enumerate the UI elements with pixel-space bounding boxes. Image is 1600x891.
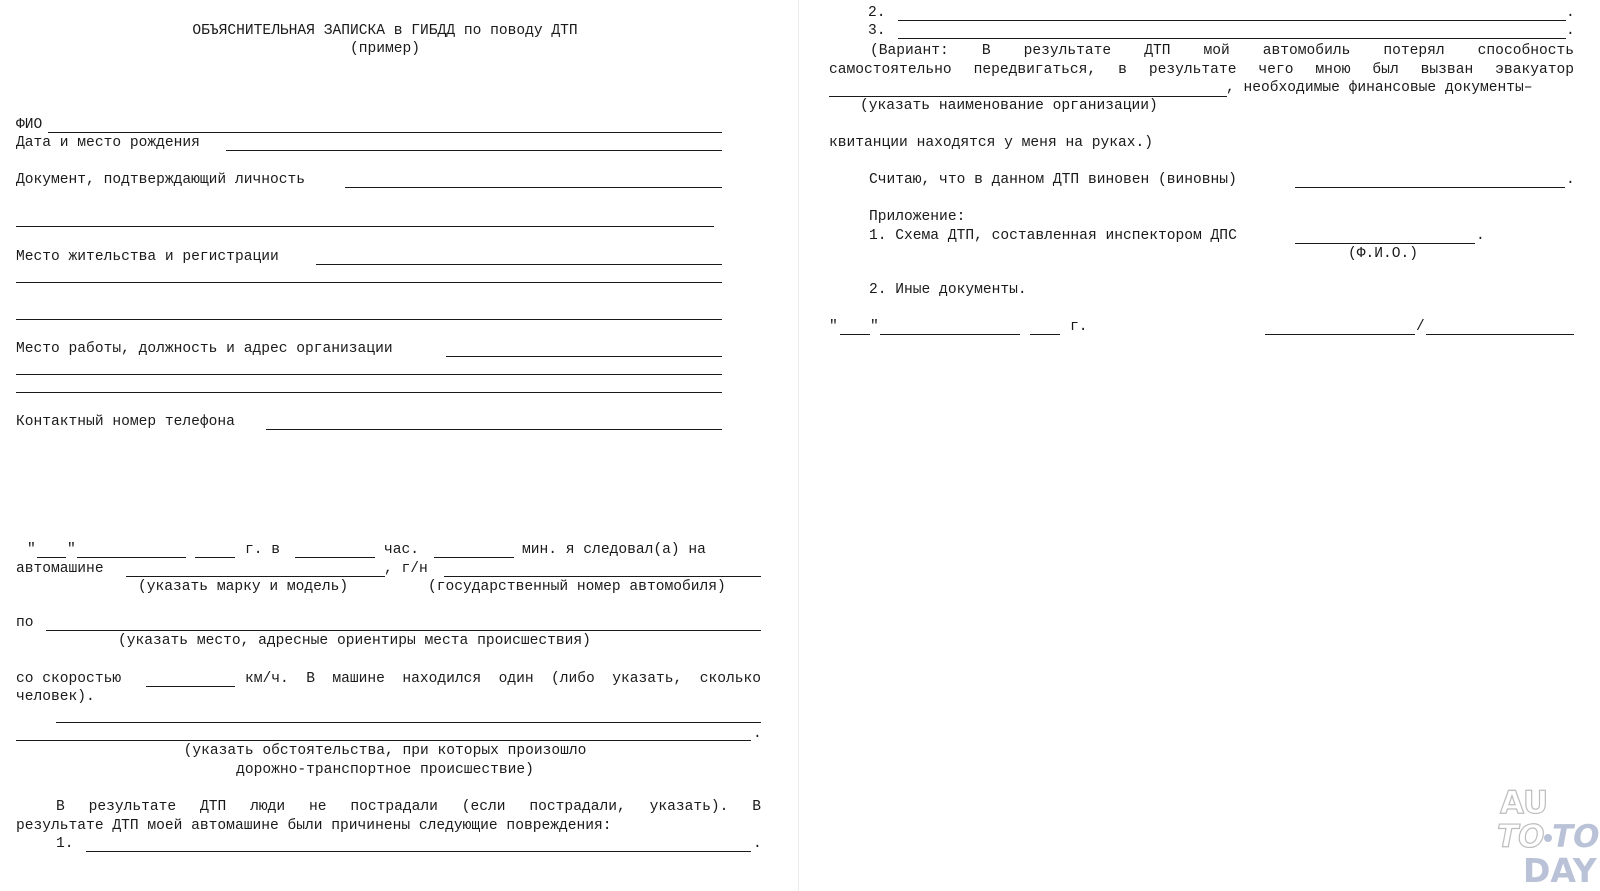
guilty-text: Считаю, что в данном ДТП виновен (виновны): [869, 172, 1237, 188]
month-blank: [77, 557, 186, 558]
appendix-item-1-period: .: [1476, 228, 1485, 244]
speed-blank: [146, 686, 235, 687]
date-quote-close: ": [67, 542, 76, 558]
watermark-day: DAY: [1523, 851, 1597, 890]
damage-item-1-number: 1.: [56, 836, 74, 852]
work-line-2: [16, 374, 722, 375]
damage-item-2-number: 2.: [868, 5, 886, 21]
car-blank: [126, 576, 385, 577]
circumstances-hint-2: дорожно-транспортное происшествие): [236, 762, 534, 778]
residence-line: [316, 264, 722, 265]
fio-hint: (Ф.И.О.): [1348, 246, 1419, 262]
day-blank: [37, 557, 66, 558]
damage-item-1-period: .: [753, 836, 762, 852]
work-line-3: [16, 392, 722, 393]
work-label: Место работы, должность и адрес организации: [16, 341, 393, 357]
document-line: [345, 187, 722, 188]
sign-quote-close: ": [870, 319, 879, 335]
appendix-item-1: 1. Схема ДТП, составленная инспектором ДПС: [869, 228, 1237, 244]
birth-line: [226, 150, 722, 151]
circumstances-hint-1: (указать обстоятельства, при которых произошло: [183, 743, 587, 759]
damage-item-3-period: .: [1566, 23, 1575, 39]
phone-line: [266, 429, 722, 430]
fio-line: [48, 132, 722, 133]
birth-label: Дата и место рождения: [16, 135, 200, 151]
hour-text: час.: [384, 542, 420, 558]
speed-text-2: км/ч. В машине находился один (либо указать, сколько: [245, 671, 761, 687]
watermark-dot: [1544, 834, 1552, 842]
sign-day-blank: [840, 334, 870, 335]
car-text: автомашине: [16, 561, 104, 577]
circumstances-period: .: [753, 726, 762, 742]
residence-label: Место жительства и регистрации: [16, 249, 279, 265]
plate-prefix: , г/н: [384, 561, 428, 577]
guilty-period: .: [1566, 172, 1575, 188]
document-title: ОБЪЯСНИТЕЛЬНАЯ ЗАПИСКА в ГИБДД по поводу ДТП: [192, 23, 578, 39]
variant-text-2: самостоятельно передвигаться, в результате чего мною был вызван эвакуатор: [829, 62, 1574, 78]
hour-blank: [295, 557, 375, 558]
work-line: [446, 356, 722, 357]
sign-year-blank: [1030, 334, 1060, 335]
residence-line-3: [16, 319, 722, 320]
damage-item-2-period: .: [1566, 5, 1575, 21]
phone-label: Контактный номер телефона: [16, 414, 235, 430]
damage-item-1-line: [86, 851, 751, 852]
plate-hint: (государственный номер автомобиля): [428, 579, 726, 595]
plate-blank: [444, 576, 761, 577]
watermark-to: TO: [1497, 819, 1545, 855]
result-text-2: результате ДТП моей автомашине были причинены следующие повреждения:: [16, 818, 612, 834]
org-hint: (указать наименование организации): [860, 98, 1158, 114]
variant-text-1: (Вариант: В результате ДТП мой автомобиль потерял способность: [870, 43, 1574, 59]
sign-year-text: г.: [1070, 319, 1088, 335]
signature-line: [1265, 334, 1415, 335]
variant-text-3: , необходимые финансовые документы–: [1226, 80, 1533, 96]
date-quote-open: ": [27, 542, 36, 558]
watermark-au: AU: [1500, 785, 1549, 821]
document-subtitle: (пример): [349, 41, 421, 57]
appendix-heading: Приложение:: [869, 209, 966, 225]
car-hint: (указать марку и модель): [138, 579, 349, 595]
document-label: Документ, подтверждающий личность: [16, 172, 306, 188]
appendix-item-2: 2. Иные документы.: [869, 282, 1027, 298]
place-hint: (указать место, адресные ориентиры места происшествия): [118, 633, 591, 649]
guilty-line: [1295, 187, 1565, 188]
damage-item-3-number: 3.: [868, 23, 886, 39]
receipts-text: квитанции находятся у меня на руках.): [829, 135, 1154, 151]
sign-month-blank: [880, 334, 1020, 335]
minute-blank: [434, 557, 514, 558]
by-text: по: [16, 615, 34, 631]
column-divider: [798, 0, 799, 891]
signature-name-line: [1426, 334, 1574, 335]
sign-quote-open: ": [829, 319, 838, 335]
year-blank: [195, 557, 235, 558]
people-text: человек).: [16, 689, 95, 705]
year-in-text: г. в: [245, 542, 281, 558]
place-blank: [46, 630, 761, 631]
speed-text-1: со скоростью: [16, 671, 122, 687]
damage-item-3-line: [898, 38, 1566, 39]
inspector-name-line: [1295, 243, 1475, 244]
watermark-to-2: TO: [1552, 819, 1600, 855]
signature-slash: /: [1416, 319, 1425, 335]
result-text-1: В результате ДТП люди не пострадали (если пострадали, указать). В: [56, 799, 761, 815]
fio-label: ФИО: [16, 117, 43, 133]
minutes-text: мин. я следовал(а) на: [522, 542, 706, 558]
residence-line-2: [16, 282, 722, 283]
damage-item-2-line: [898, 20, 1566, 21]
circumstances-line-1: [56, 722, 761, 723]
circumstances-line-2: [16, 740, 751, 741]
document-line-2: [16, 226, 714, 227]
